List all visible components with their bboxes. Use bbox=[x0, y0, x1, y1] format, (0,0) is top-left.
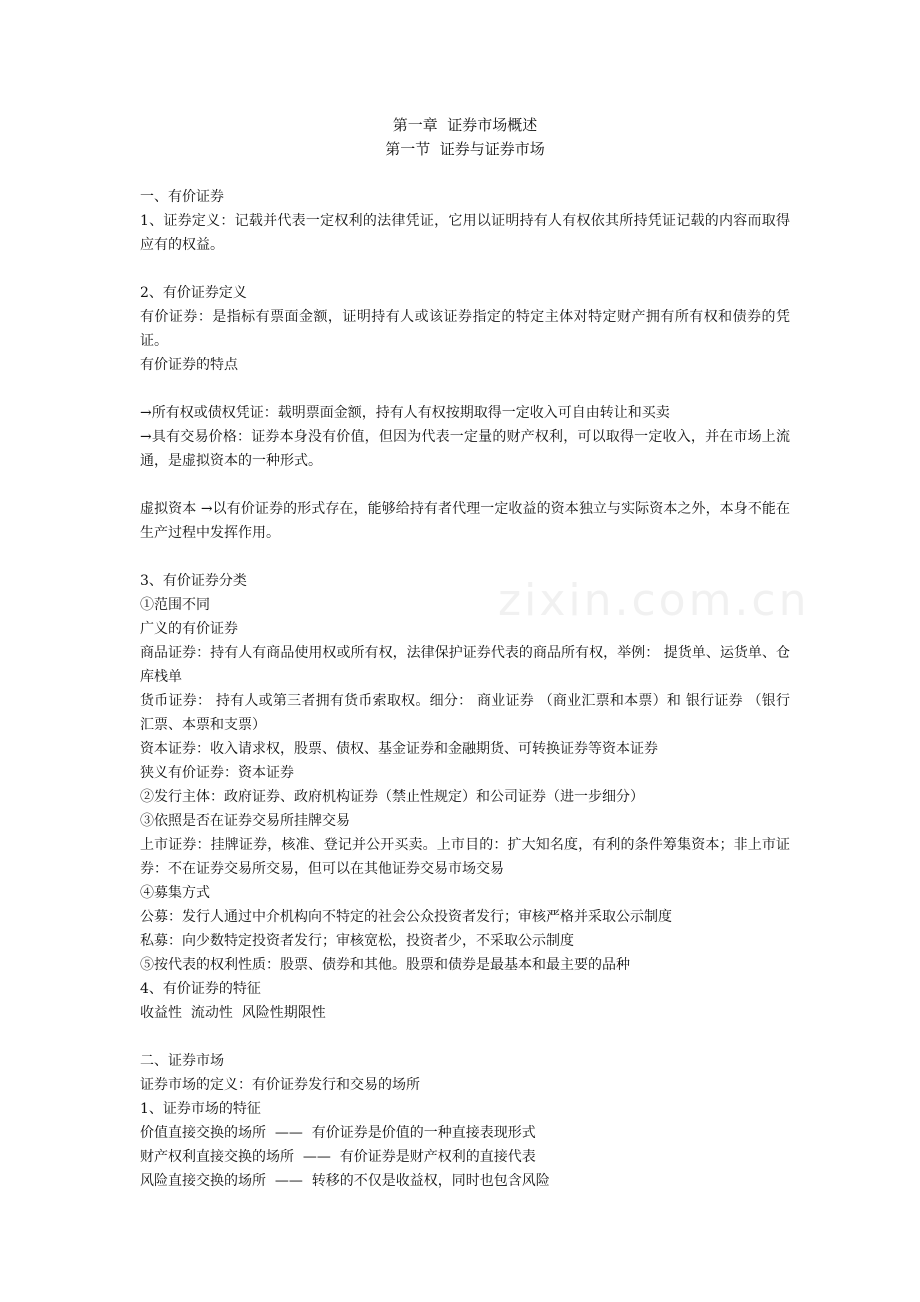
chapter-title: 第一章 证券市场概述 bbox=[392, 116, 538, 134]
subheading-classification: 3、有价证券分类 bbox=[140, 573, 247, 589]
class-commodity: 商品证券：持有人有商品使用权或所有权，法律保护证券代表的商品所有权，举例： 提货单、运货单、仓库栈单 bbox=[140, 645, 790, 685]
class-scope: ①范围不同 bbox=[140, 597, 210, 613]
paragraph-definition: 1、证券定义：记载并代表一定权利的法律凭证，它用以证明持有人有权依其所持凭证记载的内容而取得应有的权益。 bbox=[140, 213, 790, 253]
spacer bbox=[140, 1025, 790, 1049]
spacer bbox=[140, 161, 790, 185]
heading-securities: 一、有价证券 bbox=[140, 189, 224, 205]
class-public-offering: 公募：发行人通过中介机构向不特定的社会公众投资者发行；审核严格并采取公示制度 bbox=[140, 909, 672, 925]
class-issuer: ②发行主体：政府证券、政府机构证券（禁止性规定）和公司证券（进一步细分） bbox=[140, 789, 644, 805]
market-definition: 证券市场的定义：有价证券发行和交易的场所 bbox=[140, 1077, 420, 1093]
class-broad: 广义的有价证券 bbox=[140, 621, 238, 637]
market-feature-property: 财产权利直接交换的场所 —— 有价证券是财产权利的直接代表 bbox=[140, 1149, 536, 1165]
class-listing: ③依照是否在证券交易所挂牌交易 bbox=[140, 813, 350, 829]
class-raising: ④募集方式 bbox=[140, 885, 210, 901]
class-rights-nature: ⑤按代表的权利性质：股票、债券和其他。股票和债券是最基本和最主要的品种 bbox=[140, 957, 630, 973]
feature-trading-price: →具有交易价格：证券本身没有价值，但因为代表一定量的财产权利，可以取得一定收入，并在市场上流通，是虚拟资本的一种形式。 bbox=[140, 429, 790, 469]
spacer bbox=[140, 545, 790, 569]
spacer bbox=[140, 257, 790, 281]
class-private-placement: 私募：向少数特定投资者发行；审核宽松，投资者少，不采取公示制度 bbox=[140, 933, 574, 949]
class-narrow: 狭义有价证券：资本证券 bbox=[140, 765, 294, 781]
class-monetary: 货币证券： 持有人或第三者拥有货币索取权。细分： 商业证券 （商业汇票和本票）和 银行证券 （银行汇票、本票和支票） bbox=[140, 693, 790, 733]
document-page bbox=[140, 113, 790, 1193]
paragraph-virtual-capital: 虚拟资本 →以有价证券的形式存在，能够给持有者代理一定收益的资本独立与实际资本之外，本身不能在生产过程中发挥作用。 bbox=[140, 501, 790, 541]
heading-securities-market: 二、证券市场 bbox=[140, 1053, 224, 1069]
section-title: 第一节 证券与证券市场 bbox=[385, 140, 545, 158]
market-feature-value: 价值直接交换的场所 —— 有价证券是价值的一种直接表现形式 bbox=[140, 1125, 536, 1141]
traits-list: 收益性 流动性 风险性期限性 bbox=[140, 1005, 326, 1021]
paragraph-valuable-securities: 有价证券：是指标有票面金额，证明持有人或该证券指定的特定主体对特定财产拥有所有权和债券的凭证。 bbox=[140, 309, 790, 349]
subheading-features: 有价证券的特点 bbox=[140, 357, 238, 373]
subheading-traits: 4、有价证券的特征 bbox=[140, 981, 261, 997]
feature-ownership: →所有权或债权凭证：载明票面金额，持有人有权按期取得一定收入可自由转让和买卖 bbox=[140, 405, 670, 421]
subheading-definition: 2、有价证券定义 bbox=[140, 285, 247, 301]
spacer bbox=[140, 377, 790, 401]
class-capital: 资本证券：收入请求权，股票、债权、基金证券和金融期货、可转换证券等资本证券 bbox=[140, 741, 658, 757]
market-feature-risk: 风险直接交换的场所 —— 转移的不仅是收益权，同时也包含风险 bbox=[140, 1173, 550, 1189]
watermark: zixin.com.cn bbox=[498, 575, 810, 626]
subheading-market-features: 1、证券市场的特征 bbox=[140, 1101, 261, 1117]
spacer bbox=[140, 473, 790, 497]
class-listing-detail: 上市证券：挂牌证券，核准、登记并公开买卖。上市目的：扩大知名度，有利的条件筹集资本；非上市证券：不在证券交易所交易，但可以在其他证券交易市场交易 bbox=[140, 837, 790, 877]
